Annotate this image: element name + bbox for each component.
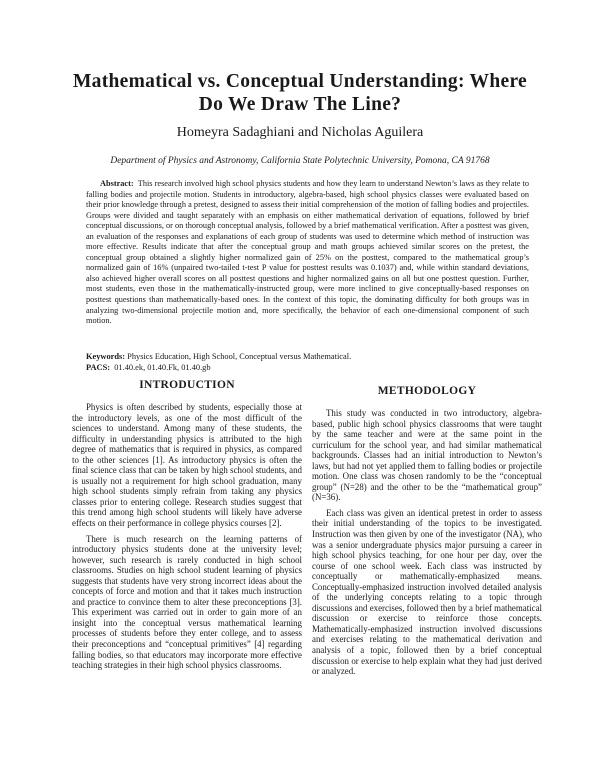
abstract-text: This research involved high school physics students and how they learn to understand Newton’s laws as they relate to falling bodies and projectile motion. Students in introductory, algebra-based, high school physics classes were evaluated based on their prior knowledge through a pretest, designed to assess their initial comprehension of the motion of falling bodies and projectiles. Groups were divided and taught separately with an emphasis on either mathematical derivation of equations, followed by brief conceptual discussions, or on thorough conceptual analysis, followed by a brief mathematical verification. After a posttest was given, an evaluation of the responses and explanations of each group of students was used to determine which method of instruction was more effective. Results indicate that after the conceptual group and math groups achieved similar scores on the pretest, the conceptual group obtained a slightly higher normalized gain of 25% on the posttest, compared to the mathematical group’s normalized gain of 16% (unpaired two-tailed t-test P value for posttest results was 0.1037) and, while within standard deviations, also achieved higher overall scores on all posttest questions and higher normalized gains on all but one posttest question. Further, most students, even those in the mathematically-instructed group, were more inclined to give conceptually-based responses on posttest questions than mathematically-based ones. In the context of this topic, the dominating difficulty for both groups was in analyzing two-dimensional projectile motion and, more specifically, the behavior of each one-dimensional component of such motion. (86, 179, 530, 326)
pacs-codes (86, 362, 529, 373)
methodology-column (312, 408, 542, 682)
methodology-heading: METHODOLOGY (377, 385, 477, 397)
paper-affiliation: Department of Physics and Astronomy, California State Polytechnic University, Pomona, CA 91768 (110, 156, 490, 166)
pacs-label: PACS: (86, 363, 111, 372)
keywords-text: Physics Education, High School, Conceptual versus Mathematical. (127, 352, 352, 361)
introduction-heading: INTRODUCTION (139, 379, 235, 391)
paper-title: Mathematical vs. Conceptual Understanding: Where Do We Draw The Line? (72, 71, 528, 115)
methodology-paragraph: This study was conducted in two introductory, algebra-based, public high school physics classrooms that were taught by the same teacher and were at the same point in the curriculum for the school year, and had similar mathematical backgrounds. Classes had an initial introduction to Newton’s laws, but had not yet applied them to falling bodies or projectile motion. One class was chosen randomly to be the “conceptual group” (N=28) and the other to be the “mathematical group” (N=36). (312, 408, 542, 503)
introduction-column (72, 402, 302, 676)
abstract (86, 179, 529, 327)
pacs-text: 01.40.ek, 01.40.Fk, 01.40.gb (114, 363, 211, 372)
keywords-label: Keywords: (86, 352, 126, 361)
abstract-label: Abstract: (100, 179, 134, 188)
introduction-paragraph: Physics is often described by students, especially those at the introductory levels, as one of the most difficult of the sciences to understand. Among many of these students, the difficulty in understanding physics is attributed to the high degree of mathematics that is required in physics, as compared to the other sciences [1]. As introductory physics is often the final science class that can be taken by high school students, and is usually not a requirement for high school graduation, many high school students simply refrain from taking any physics classes prior to entering college. Research studies suggest that this trend among high school students will likely have adverse effects on their performance in college physics courses [2]. (72, 402, 302, 529)
methodology-paragraph: Each class was given an identical pretest in order to assess their initial understanding of the topics to be investigated. Instruction was then given by one of the investigator (NA), who was a senior undergraduate physics major pursuing a career in high school physics teaching, for one hour per day, over the course of one school week. Each class was instructed by conceptually or mathematically-emphasized means. Conceptually-emphasized instruction involved detailed analysis of the underlying concepts relating to a topic through discussions and exercises, followed then by a brief mathematical discussion or exercise to reinforce those concepts. Mathematically-emphasized instruction involved discussions and exercises relating to the mathematical derivation and analysis of a topic, followed then by a brief conceptual discussion or exercise to help explain what they had just derived or analyzed. (312, 507, 542, 677)
paper-authors: Homeyra Sadaghiani and Nicholas Aguilera (176, 125, 424, 140)
introduction-paragraph: There is much research on the learning patterns of introductory physics students done at the university level; however, such research is rarely conducted in high school classrooms. Studies on high school student learning of physics suggests that students have very strong incorrect ideas about the concepts of force and motion and that it takes much instruction and practice to convince them to alter these preconceptions [3]. This experiment was carried out in order to gain more of an insight into the conceptual versus mathematical learning processes of students before they enter college, and to assess their preconceptions and “conceptual primitives” [4] regarding falling bodies, so that educators may incorporate more effective teaching strategies in their high school physics classrooms. (72, 533, 302, 671)
keywords (86, 351, 529, 362)
